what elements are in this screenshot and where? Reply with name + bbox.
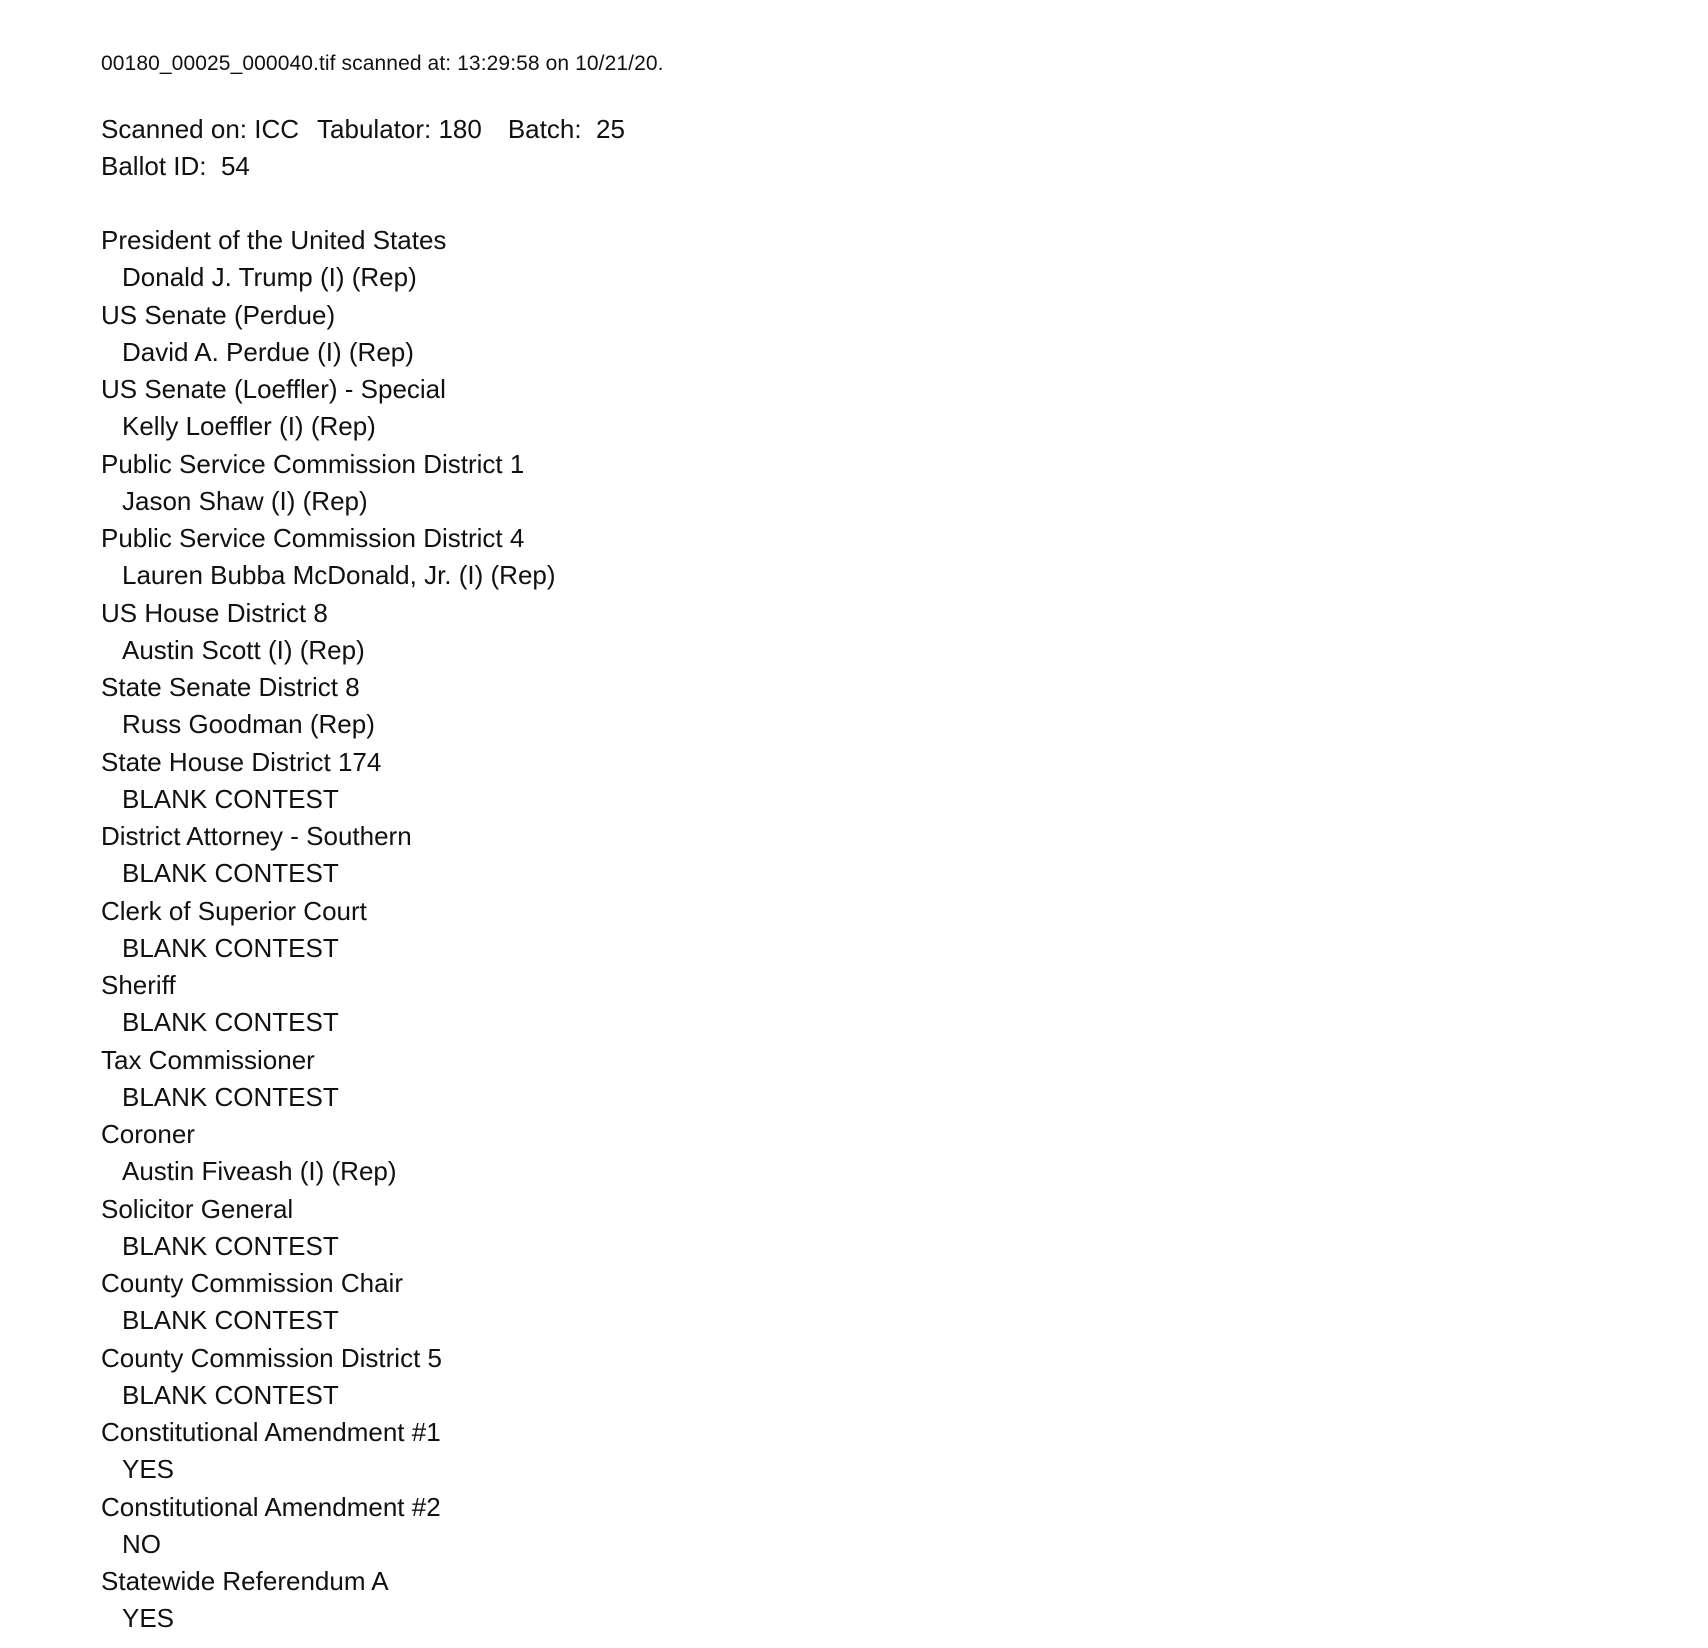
contest-choice: BLANK CONTEST [122, 783, 339, 814]
contest-choice: David A. Perdue (I) (Rep) [122, 336, 414, 367]
contest-choice: Donald J. Trump (I) (Rep) [122, 262, 417, 293]
contest-title: Clerk of Superior Court [101, 895, 367, 926]
scan-filename-line: 00180_00025_000040.tif scanned at: 13:29:58 on 10/21/20. [101, 52, 664, 75]
contest-title: State Senate District 8 [101, 672, 360, 702]
contest-choice: BLANK CONTEST [122, 1230, 339, 1261]
contest-title: County Commission Chair [101, 1268, 403, 1298]
contest-choice: BLANK CONTEST [122, 1081, 339, 1112]
ballot-id-label: Ballot ID: [101, 151, 207, 181]
contest-title: Tax Commissioner [101, 1044, 315, 1075]
contest-choice: BLANK CONTEST [122, 1305, 339, 1336]
contest-choice: Lauren Bubba McDonald, Jr. (I) (Rep) [122, 560, 556, 591]
contest-list [101, 222, 1001, 1638]
contest-choice: Russ Goodman (Rep) [122, 709, 375, 740]
batch-value: 25 [596, 114, 625, 144]
tabulator-label: Tabulator: [317, 114, 432, 144]
contest-choice: Austin Fiveash (I) (Rep) [122, 1156, 397, 1187]
contest-choice: YES [122, 1603, 175, 1634]
contest-title: Public Service Commission District 1 [101, 448, 525, 479]
contest-title: Solicitor General [101, 1193, 294, 1224]
ballot-header [101, 111, 625, 185]
contest-choice: BLANK CONTEST [122, 1379, 339, 1410]
tabulator-value: 180 [438, 114, 482, 144]
contest-title: US Senate (Loeffler) - Special [101, 374, 446, 404]
contest-title: State House District 174 [101, 746, 382, 777]
contest-choice: Kelly Loeffler (I) (Rep) [122, 411, 376, 442]
contest-title: US House District 8 [101, 597, 328, 628]
ballot-id-row [101, 148, 625, 185]
contest-title: Statewide Referendum A [101, 1566, 389, 1596]
scan-details-row [101, 111, 625, 148]
contest-title: Coroner [101, 1119, 195, 1149]
contest-choice: Austin Scott (I) (Rep) [122, 634, 365, 665]
contest-title: Constitutional Amendment #2 [101, 1491, 441, 1522]
contest-title: County Commission District 5 [101, 1342, 442, 1373]
scanned-on-value: ICC [254, 114, 300, 144]
contest-title: US Senate (Perdue) [101, 299, 336, 330]
contest-title: President of the United States [101, 225, 447, 255]
contest-choice: YES [122, 1454, 175, 1485]
batch-label: Batch: [507, 114, 582, 144]
contest-title: Sheriff [101, 970, 176, 1000]
contest-choice: BLANK CONTEST [122, 858, 339, 889]
contest-choice: Jason Shaw (I) (Rep) [122, 485, 368, 516]
contest-choice: BLANK CONTEST [122, 1007, 339, 1038]
contest-title: Public Service Commission District 4 [101, 523, 525, 553]
ballot-id-value: 54 [220, 151, 250, 181]
contest-choice: NO [122, 1528, 161, 1559]
contest-choice: BLANK CONTEST [122, 932, 339, 963]
contest-title: District Attorney - Southern [101, 821, 412, 851]
scanned-on-label: Scanned on: [101, 114, 248, 144]
contest-title: Constitutional Amendment #1 [101, 1417, 441, 1447]
